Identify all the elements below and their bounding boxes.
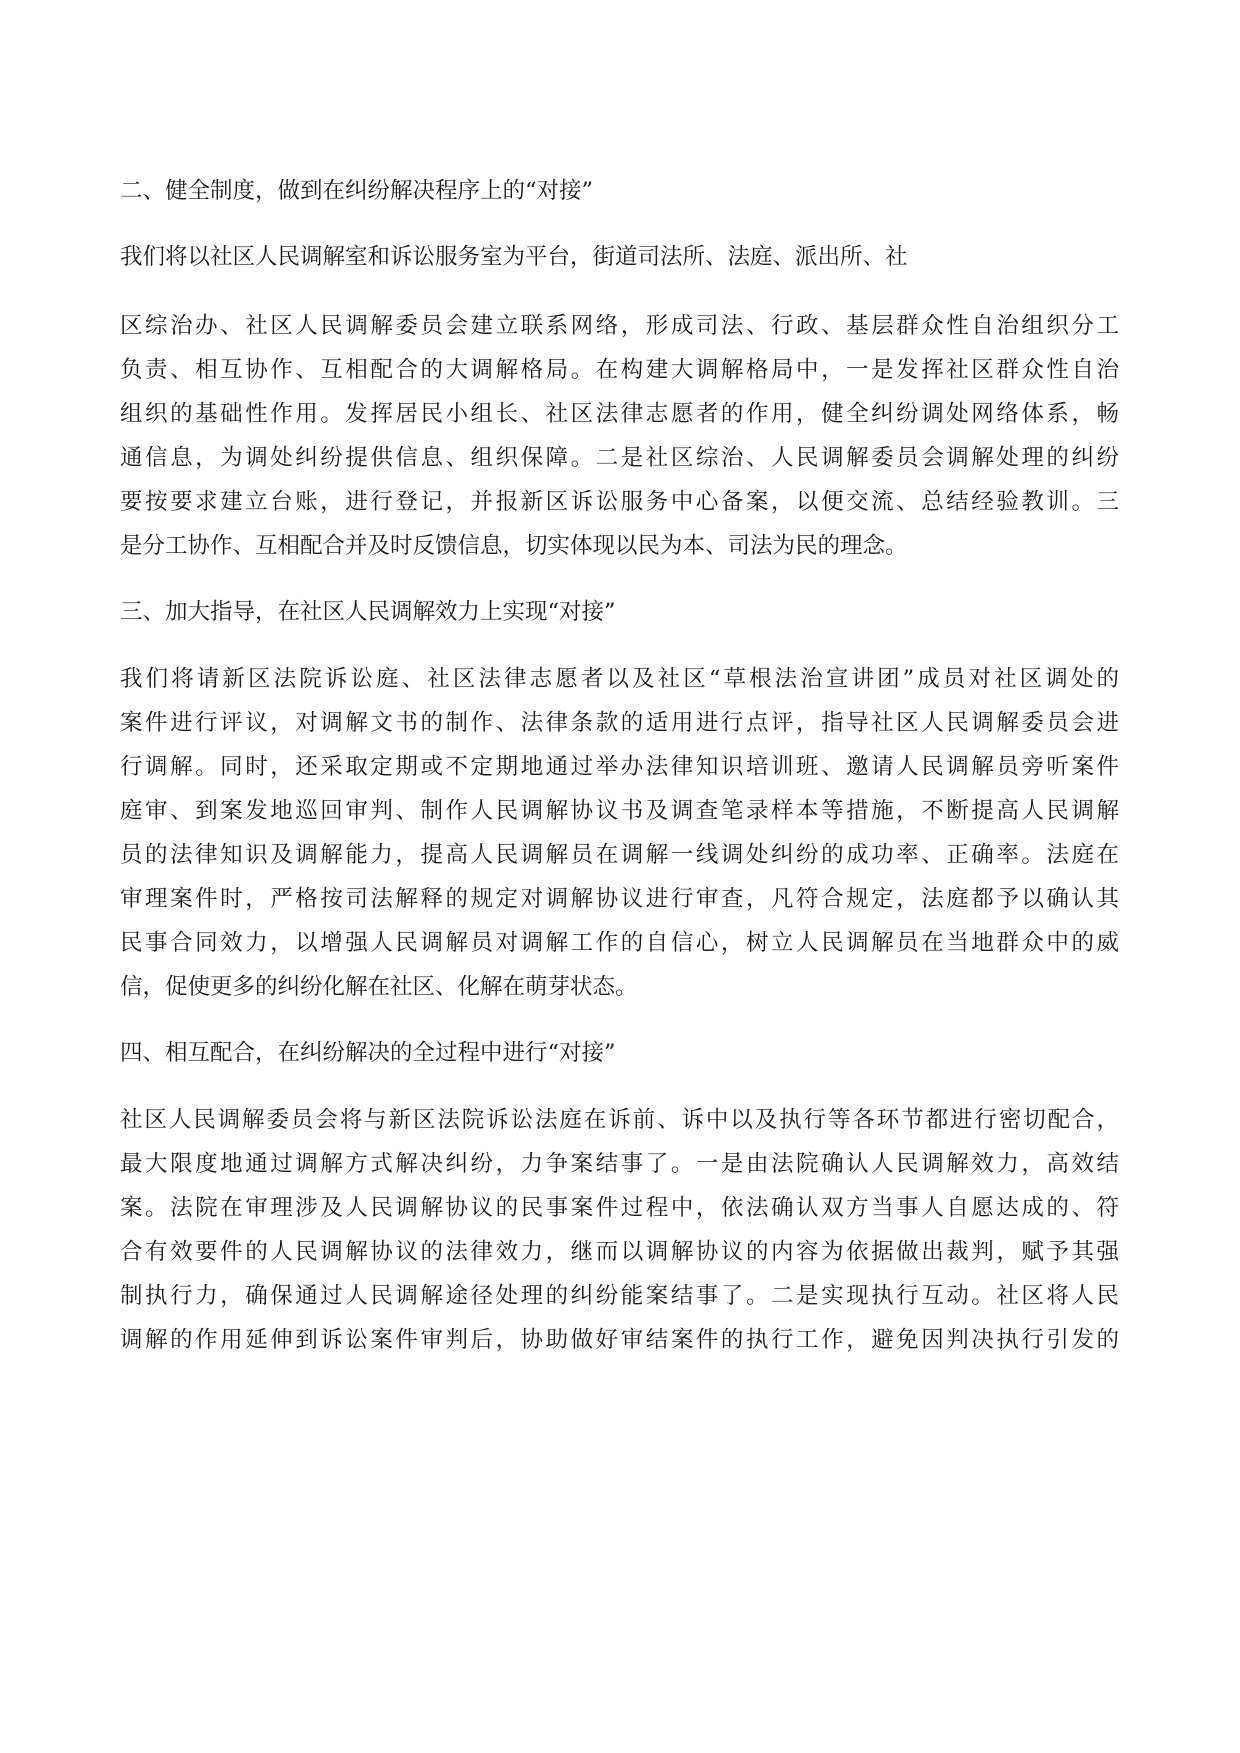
paragraph-line: 信，促使更多的纠纷化解在社区、化解在萌芽状态。 [120, 974, 638, 1000]
paragraph-line: 庭审、到案发地巡回审判、制作人民调解协议书及调查笔录样本等措施，不断提高人民调解 [120, 798, 1119, 824]
paragraph-line: 制执行力，确保通过人民调解途径处理的纠纷能案结事了。二是实现执行互动。社区将人民 [120, 1283, 1119, 1309]
paragraph-line: 是分工协作、互相配合并及时反馈信息，切实体现以民为本、司法为民的理念。 [120, 533, 908, 559]
section2-heading: 二、健全制度，做到在纠纷解决程序上的“对接” [120, 178, 594, 204]
paragraph-line: 行调解。同时，还采取定期或不定期地通过举办法律知识培训班、邀请人民调解员旁听案件 [120, 754, 1119, 780]
section2-intro-line: 我们将以社区人民调解室和诉讼服务室为平台，街道司法所、法庭、派出所、社 [120, 244, 908, 270]
paragraph-line: 我们将请新区法院诉讼庭、社区法律志愿者以及社区“草根法治宣讲团”成员对社区调处的 [120, 666, 1119, 692]
paragraph-line: 通信息，为调处纠纷提供信息、组织保障。二是社区综治、人民调解委员会调解处理的纠纷 [120, 445, 1119, 471]
paragraph-line: 区综治办、社区人民调解委员会建立联系网络，形成司法、行政、基层群众性自治组织分工 [120, 313, 1119, 339]
paragraph-line: 调解的作用延伸到诉讼案件审判后，协助做好审结案件的执行工作，避免因判决执行引发的 [120, 1327, 1119, 1353]
paragraph-line: 社区人民调解委员会将与新区法院诉讼法庭在诉前、诉中以及执行等各环节都进行密切配合， [120, 1107, 1119, 1133]
paragraph-line: 民事合同效力，以增强人民调解员对调解工作的自信心，树立人民调解员在当地群众中的威 [120, 930, 1119, 956]
section4-heading: 四、相互配合，在纠纷解决的全过程中进行“对接” [120, 1040, 616, 1066]
paragraph-line: 要按要求建立台账，进行登记，并报新区诉讼服务中心备案，以便交流、总结经验教训。三 [120, 489, 1119, 515]
paragraph-line: 案。法院在审理涉及人民调解协议的民事案件过程中，依法确认双方当事人自愿达成的、符 [120, 1195, 1119, 1221]
paragraph-line: 最大限度地通过调解方式解决纠纷，力争案结事了。一是由法院确认人民调解效力，高效结 [120, 1151, 1119, 1177]
paragraph-line: 案件进行评议，对调解文书的制作、法律条款的适用进行点评，指导社区人民调解委员会进 [120, 710, 1119, 736]
paragraph-line: 合有效要件的人民调解协议的法律效力，继而以调解协议的内容为依据做出裁判，赋予其强 [120, 1239, 1119, 1265]
paragraph-line: 负责、相互协作、互相配合的大调解格局。在构建大调解格局中，一是发挥社区群众性自治 [120, 357, 1119, 383]
paragraph-line: 组织的基础性作用。发挥居民小组长、社区法律志愿者的作用，健全纠纷调处网络体系，畅 [120, 401, 1119, 427]
paragraph-line: 员的法律知识及调解能力，提高人民调解员在调解一线调处纠纷的成功率、正确率。法庭在 [120, 842, 1119, 868]
paragraph-line: 审理案件时，严格按司法解释的规定对调解协议进行审查，凡符合规定，法庭都予以确认其 [120, 886, 1119, 912]
section3-heading: 三、加大指导，在社区人民调解效力上实现“对接” [120, 599, 616, 625]
